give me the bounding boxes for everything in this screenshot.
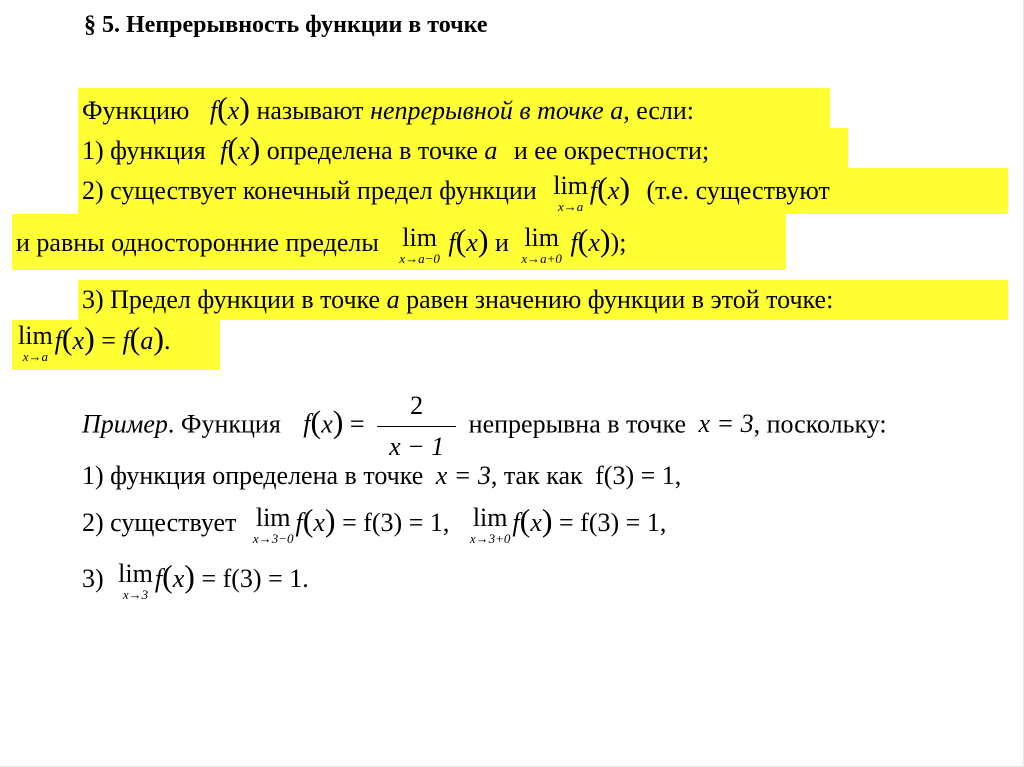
definition-intro: Функцию f(x) называют непрерывной в точке a, если:	[82, 90, 695, 126]
intro-prefix: Функцию	[82, 96, 190, 125]
f-symbol: f	[589, 176, 598, 205]
x-symbol: x	[607, 176, 620, 205]
condition-3	[82, 282, 833, 318]
f-symbol: f	[570, 228, 578, 257]
x-symbol: x	[466, 228, 478, 257]
cond3-var: a	[386, 285, 400, 314]
example-after-frac: непрерывна в точке	[468, 409, 686, 439]
item2-prefix: 2) существует	[82, 508, 237, 537]
slide-title: § 5. Непрерывность функции в точке	[84, 12, 488, 38]
item3-value: = f(3) = 1.	[201, 564, 309, 593]
cond2-after: (т.е. существуют	[646, 176, 830, 205]
fraction-denominator: x − 1	[389, 432, 445, 461]
x-symbol: x	[227, 96, 240, 125]
equals-sign: =	[101, 326, 116, 355]
limit-right: lim x→a+0	[521, 223, 562, 267]
example-item-1	[82, 458, 681, 494]
example-item-2: 2) существует lim x→3−0 f(x) = f(3) = 1, lim x→3+0 f(x) = f(3) = 1,	[82, 502, 667, 547]
item1-prefix: 1) функция определена в точке	[82, 461, 424, 490]
intro-suffix: , если:	[623, 96, 695, 125]
x-symbol: x	[238, 136, 250, 165]
f-symbol: f	[54, 326, 62, 355]
intro-italic: непрерывной в точке	[370, 96, 604, 125]
cond1-suffix: и ее окрестности;	[513, 136, 710, 165]
cond2-and: и	[494, 228, 509, 257]
example-label: Пример	[82, 409, 168, 439]
example-after-point: , поскольку:	[753, 409, 887, 439]
f-symbol: f	[295, 508, 303, 537]
x-symbol: x	[172, 564, 185, 593]
item1-point: x = 3	[435, 461, 491, 490]
intro-var: a	[610, 96, 624, 125]
a-symbol: a	[140, 326, 154, 355]
item2-right-value: = f(3) = 1,	[559, 508, 667, 537]
example-label-dot: . Функция	[167, 409, 281, 439]
fraction-numerator: 2	[377, 388, 456, 427]
cond3-text-b: равен значению функции в этой точке:	[406, 285, 834, 314]
item3-prefix: 3)	[82, 564, 104, 593]
limit-x-to-a: lim x→a	[18, 321, 53, 365]
equals-sign: =	[349, 409, 365, 439]
example-header: Пример. Функция f(x) = $\frac{2}{x - 1}$ непрерывна в точке x = 3, поскольку:	[82, 388, 887, 465]
cond1-var: a	[484, 136, 498, 165]
item1-eq: f(3) = 1,	[595, 461, 682, 490]
x-symbol: x	[588, 228, 600, 257]
cond2-line2-prefix: и равны односторонние пределы	[16, 228, 379, 257]
x-symbol: x	[72, 326, 85, 355]
fraction	[377, 388, 456, 465]
limit-left: lim x→a−0	[399, 223, 440, 267]
f-symbol: f	[220, 136, 228, 165]
intro-mid: называют	[256, 96, 364, 125]
limit-3-left: lim x→3−0	[252, 503, 294, 547]
limit-3: lim x→3	[118, 559, 153, 603]
condition-3-formula: lim x→a f(x) = f(a).	[18, 320, 171, 365]
limit-3-right: lim x→3+0	[469, 503, 511, 547]
condition-2-line-2: и равны односторонние пределы lim x→a−0 f(x) и lim x→a+0 f(x));	[16, 222, 627, 267]
cond3-text-a: 3) Предел функции в точке	[82, 285, 381, 314]
item2-left-value: = f(3) = 1,	[342, 508, 450, 537]
f-symbol: f	[154, 564, 163, 593]
f-symbol: f	[448, 228, 456, 257]
x-symbol: x	[530, 508, 542, 537]
f-symbol: f	[122, 326, 130, 355]
x-symbol: x	[321, 409, 333, 439]
item1-mid: , так как	[490, 461, 583, 490]
limit-x-to-a: lim x→a	[553, 171, 588, 215]
x-symbol: x	[313, 508, 325, 537]
example-point: x = 3	[698, 409, 754, 439]
example-item-3: 3) lim x→3 f(x) = f(3) = 1.	[82, 558, 309, 603]
cond2-prefix: 2) существует конечный предел функции	[82, 176, 537, 205]
f-symbol: f	[209, 96, 218, 125]
cond1-mid: определена в точке	[266, 136, 478, 165]
condition-1: 1) функция f(x) определена в точке a и ее окрестности;	[82, 130, 710, 166]
condition-2: 2) существует конечный предел функции lim x→a f(x) (т.е. существуют	[82, 170, 830, 215]
f-symbol: f	[303, 409, 311, 439]
cond2-end: );	[610, 228, 627, 257]
f-symbol: f	[512, 508, 520, 537]
cond1-prefix: 1) функция	[82, 136, 206, 165]
